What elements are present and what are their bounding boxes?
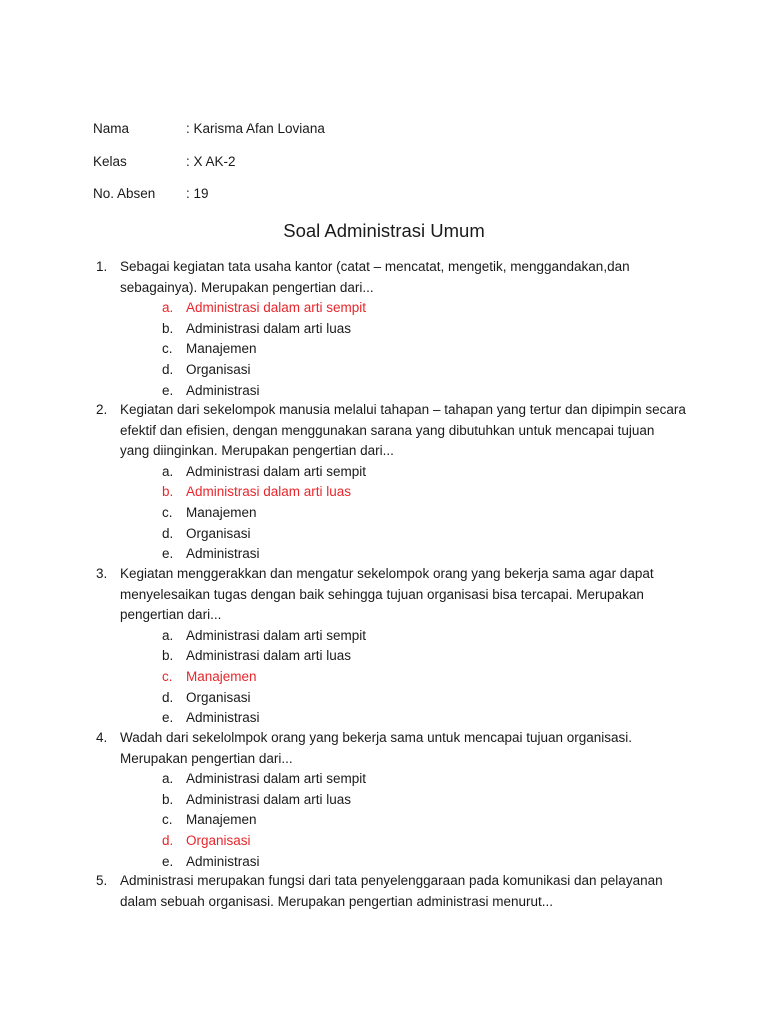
question-1 [96,257,686,401]
option-a [96,769,686,790]
option-d [96,688,686,709]
option-d [96,524,686,545]
option-letter: d. [162,361,174,377]
option-letter: c. [162,812,173,828]
option-text: Administrasi [186,710,260,726]
question-3 [96,564,686,729]
info-row-absen [93,185,209,203]
option-text: Organisasi [186,832,251,848]
question-number: 5. [96,873,108,888]
info-value: : Karisma Afan Loviana [186,121,325,136]
question-number: 3. [96,566,108,581]
question-text: Kegiatan dari sekelompok manusia melalui tahapan – tahapan yang tertur dan dipimpin secara efektif dan efisien, dengan menggunakan sarana yang dibutuhkan untuk mencapai tujuan yang diinginkan. Merupakan pengertian dari... [120,402,686,459]
option-list [96,298,686,401]
option-text: Organisasi [186,525,251,541]
question-text: Administrasi merupakan fungsi dari tata penyelenggaraan pada komunikasi dan pelayanan dalam sebuah organisasi. Merupakan pengertian administrasi menurut... [120,873,663,909]
option-a [96,626,686,647]
option-letter: e. [162,853,174,869]
option-text: Administrasi dalam arti sempit [186,463,367,479]
option-letter: a. [162,300,174,316]
option-list [96,626,686,729]
page-title: Soal Administrasi Umum [283,220,485,241]
option-text: Administrasi dalam arti luas [186,320,352,336]
option-e [96,381,686,402]
option-b [96,319,686,340]
option-text: Manajemen [186,504,257,520]
option-letter: d. [162,832,174,848]
option-text: Administrasi [186,853,260,869]
info-label: Nama [93,121,130,136]
option-text: Manajemen [186,812,257,828]
option-text: Administrasi dalam arti sempit [186,771,367,787]
question-2 [96,400,686,565]
info-value: : 19 [186,186,209,201]
option-text: Manajemen [186,668,257,684]
option-letter: b. [162,648,174,664]
option-text: Administrasi [186,546,260,562]
info-label: No. Absen [93,186,156,201]
option-letter: e. [162,382,174,398]
option-a [96,462,686,483]
option-letter: c. [162,668,173,684]
option-letter: e. [162,710,174,726]
option-text: Administrasi dalam arti luas [186,648,352,664]
option-c [96,503,686,524]
option-a [96,298,686,319]
info-row-nama [93,120,325,138]
option-c [96,339,686,360]
option-list [96,769,686,872]
option-letter: c. [162,341,173,357]
option-b [96,646,686,667]
question-text: Sebagai kegiatan tata usaha kantor (catat – mencatat, mengetik, menggandakan,dan sebagainya). Merupakan pengertian dari... [120,259,630,295]
option-letter: a. [162,771,174,787]
option-letter: b. [162,791,174,807]
question-4 [96,728,686,872]
option-letter: b. [162,320,174,336]
option-text: Organisasi [186,361,251,377]
option-letter: b. [162,484,174,500]
option-text: Administrasi dalam arti sempit [186,627,367,643]
option-text: Administrasi dalam arti luas [186,791,352,807]
option-c [96,667,686,688]
option-text: Administrasi [186,382,260,398]
question-5 [96,871,686,912]
option-e [96,544,686,565]
option-letter: d. [162,689,174,705]
question-text: Kegiatan menggerakkan dan mengatur sekelompok orang yang bekerja sama agar dapat menyelesaikan tugas dengan baik sehingga tujuan organisasi bisa tercapai. Merupakan pengertian dari... [120,566,654,623]
option-c [96,810,686,831]
option-text: Organisasi [186,689,251,705]
option-list [96,462,686,565]
info-value: : X AK-2 [186,154,236,169]
question-number: 1. [96,259,108,274]
option-d [96,831,686,852]
option-letter: a. [162,627,174,643]
option-e [96,852,686,873]
info-row-kelas [93,153,236,171]
option-letter: c. [162,504,173,520]
option-d [96,360,686,381]
option-e [96,708,686,729]
option-letter: a. [162,463,174,479]
option-letter: d. [162,525,174,541]
question-number: 2. [96,402,108,417]
option-text: Manajemen [186,341,257,357]
option-b [96,790,686,811]
option-text: Administrasi dalam arti luas [186,484,352,500]
question-text: Wadah dari sekelolmpok orang yang bekerja sama untuk mencapai tujuan organisasi. Merupakan pengertian dari... [120,730,633,766]
option-letter: e. [162,546,174,562]
question-number: 4. [96,730,108,745]
info-label: Kelas [93,154,127,169]
option-b [96,482,686,503]
option-text: Administrasi dalam arti sempit [186,300,367,316]
